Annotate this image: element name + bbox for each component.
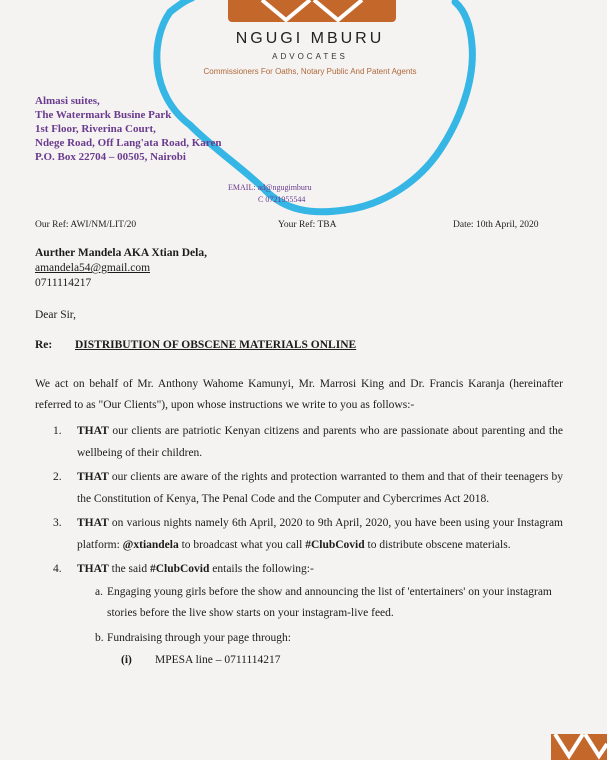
- subclause-list: [35, 582, 563, 671]
- email-value: ad@ngugimburu: [257, 183, 312, 192]
- address-line: The Watermark Busine Park: [35, 109, 172, 121]
- address-line: Almasi suites,: [35, 95, 100, 107]
- clause-item: 1. THAT our clients are patriotic Kenyan citizens and parents who are passionate about parenting and the wellbeing of their children.: [53, 425, 563, 459]
- recipient-email: amandela54@gmail.com: [35, 262, 151, 274]
- salutation: Dear Sir,: [35, 309, 77, 321]
- letter-date: Date: 10th April, 2020: [453, 220, 539, 230]
- clause-item: 3. THAT on various nights namely 6th April, 2020 to 9th April, 2020, you have been using your Instagram platform: @xtiandela to broadcast what you call #ClubCovid to distribute obscene materials.: [53, 517, 563, 551]
- sender-contact: [228, 182, 312, 206]
- subclause-item: a. Engaging young girls before the show and announcing the list of 'entertainers' on your instagram stories before the live show starts on your instagram-live feed.: [95, 586, 552, 619]
- firm-tagline: Commissioners For Oaths, Notary Public And Patent Agents: [203, 67, 417, 76]
- phone-prefix: C: [258, 195, 264, 204]
- recipient-name: Aurther Mandela AKA Xtian Dela,: [35, 247, 207, 259]
- clause-item: 4. THAT the said #ClubCovid entails the following:-: [53, 563, 314, 575]
- email-label: EMAIL:: [228, 183, 256, 192]
- firm-name: NGUGI MBURU: [235, 30, 385, 47]
- corner-logo-icon: [551, 734, 607, 760]
- your-ref: Your Ref: TBA: [278, 220, 337, 230]
- subject-line: [35, 339, 357, 351]
- address-line: 1st Floor, Riverina Court,: [35, 123, 156, 135]
- sender-address: [35, 94, 222, 164]
- clause-item: 2. THAT our clients are aware of the rights and protection warranted to them and that of their teenagers by the Constitution of Kenya, The Penal Code and the Computer and Cybercrimes Act 2018.: [53, 471, 563, 505]
- re-label: Re:: [35, 339, 53, 351]
- subclause-item: b. Fundraising through your page through:: [95, 632, 291, 644]
- firm-logo: [228, 0, 396, 22]
- subsub-item: (i) MPESA line – 0711114217: [121, 654, 281, 666]
- phone-value: 0721955544: [265, 195, 306, 204]
- our-ref: Our Ref: AWI/NM/LIT/20: [35, 220, 137, 230]
- recipient-block: [35, 246, 207, 291]
- intro-paragraph: We act on behalf of Mr. Anthony Wahome Kamunyi, Mr. Marrosi King and Dr. Francis Karanja (hereinafter referred to as "Our Clients"), upon whose instructions we write to you as follows:-: [35, 378, 563, 411]
- recipient-phone: 0711114217: [35, 277, 92, 289]
- re-subject: DISTRIBUTION OF OBSCENE MATERIALS ONLINE: [75, 339, 357, 351]
- clause-list: [35, 420, 563, 671]
- firm-subtitle: ADVOCATES: [272, 52, 348, 61]
- address-line: P.O. Box 22704 – 00505, Nairobi: [35, 151, 186, 163]
- address-line: Ndege Road, Off Lang'ata Road, Karen: [35, 137, 222, 149]
